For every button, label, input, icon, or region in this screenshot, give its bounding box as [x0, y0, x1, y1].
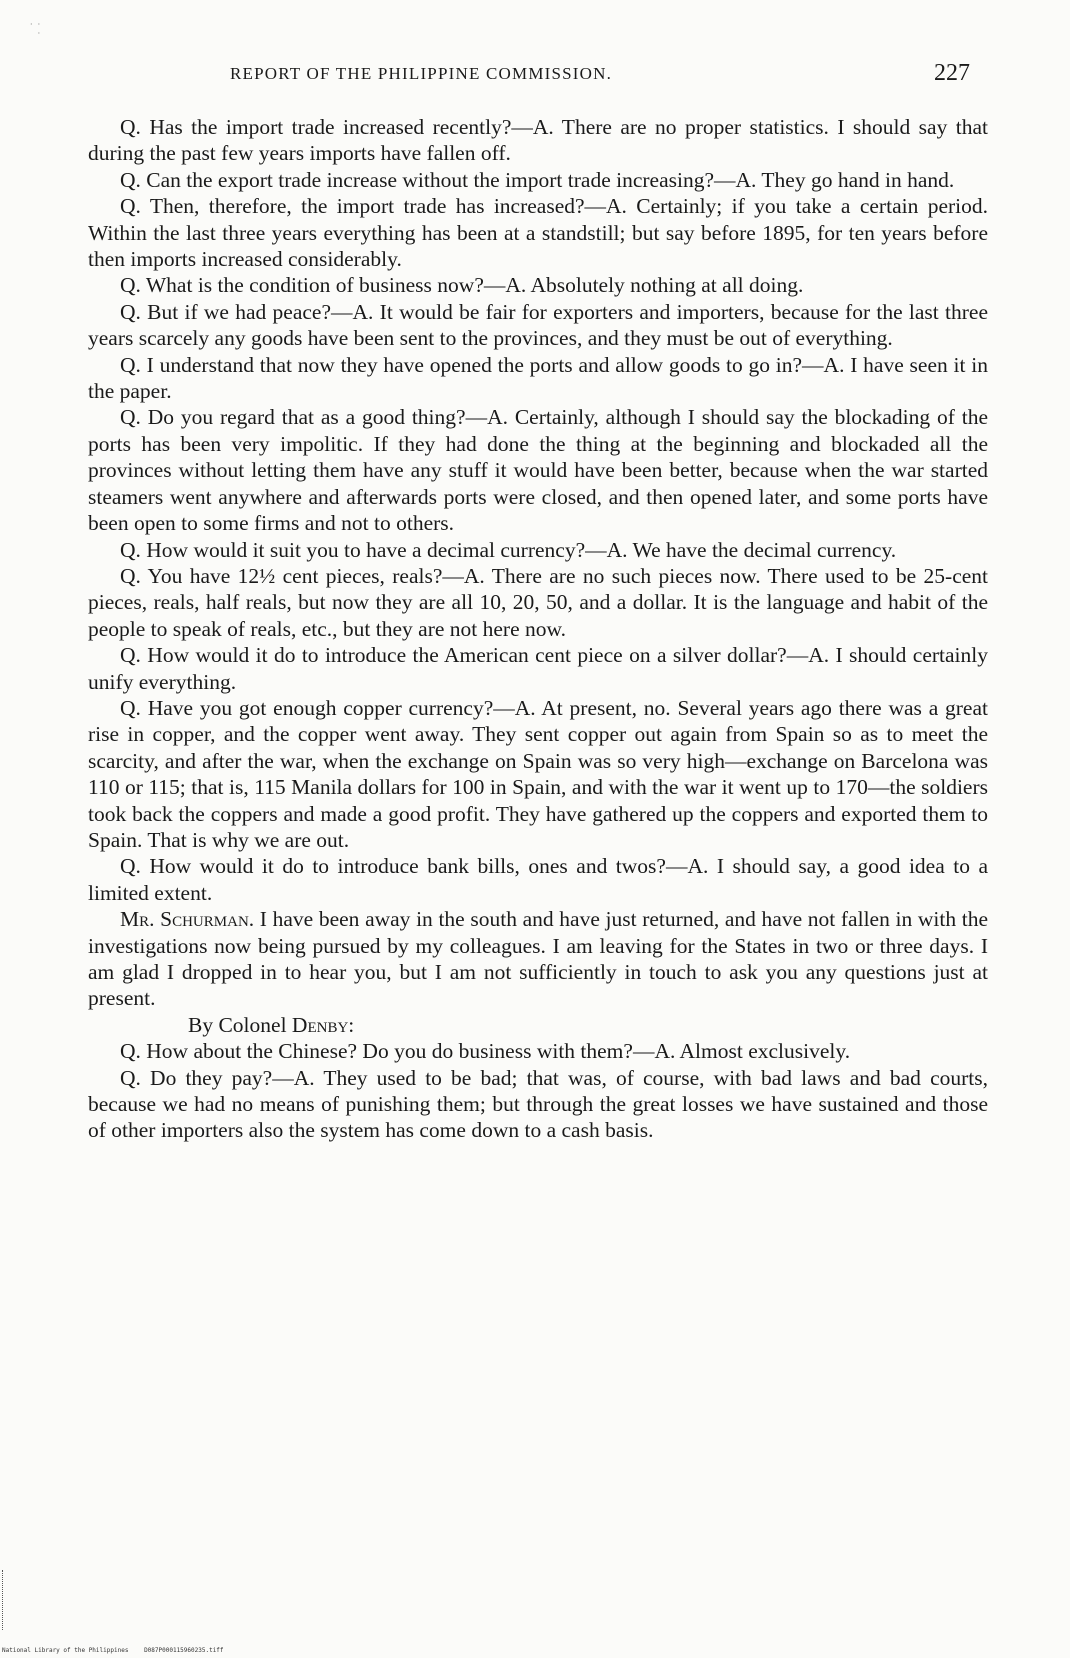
- paragraph: Q. But if we had peace?—A. It would be fair for exporters and importers, because for the last three years scarcely any goods have been sent to the provinces, and they must be out of everything.: [88, 299, 988, 351]
- paragraph: Q. Can the export trade increase without the import trade increasing?—A. They go hand in hand.: [120, 167, 955, 192]
- paragraph: Q. Then, therefore, the import trade has increased?—A. Certainly; if you take a certain period. Within the last three years everything has been at a standstill; but say before 1895, for ten years before then imports increased considerably.: [88, 194, 988, 272]
- paragraph: Q. Do they pay?—A. They used to be bad; that was, of course, with bad laws and bad courts, because we had no means of punishing them; but through the great losses we have sustained and those of other importers also the system has come down to a cash basis.: [88, 1065, 988, 1143]
- speaker-name: Mr. Schurman.: [120, 907, 255, 932]
- paragraph: Q. You have 12½ cent pieces, reals?—A. There are no such pieces now. There used to be 25-cent pieces, reals, half reals, but now they are all 10, 20, 50, and a dollar. It is the language and habit of the people to speak of reals, etc., but they are not here now.: [88, 563, 988, 641]
- paragraph: Q. Has the import trade increased recently?—A. There are no proper statistics. I should say that during the past few years imports have fallen off.: [88, 115, 988, 166]
- byline-name: Denby: [291, 1012, 349, 1037]
- scan-specks: · · ·: [30, 20, 41, 38]
- paragraph: Q. How about the Chinese? Do you do business with them?—A. Almost exclusively.: [120, 1039, 851, 1064]
- paragraph: Q. Do you regard that as a good thing?—A. Certainly, although I should say the blockading of the ports has been very impolitic. If they had done the thing at the beginning and blockaded all the provinces without letting them have any stuff it would have been better, because when the war started steamers went anywhere and afterwards ports were closed, and then opened later, and some ports have been open to some firms and not to others.: [88, 405, 988, 536]
- scan-edge-mark: [2, 1570, 5, 1630]
- paragraph: Q. How would it suit you to have a decimal currency?—A. We have the decimal currency.: [120, 537, 897, 562]
- running-title: REPORT OF THE PHILIPPINE COMMISSION.: [230, 64, 613, 83]
- paragraph: Q. What is the condition of business now?—A. Absolutely nothing at all doing.: [120, 273, 804, 298]
- paragraph: Q. I understand that now they have opened the ports and allow goods to go in?—A. I have seen it in the paper.: [88, 352, 988, 404]
- schurman-statement: [88, 906, 988, 1012]
- body-text: [88, 114, 988, 1144]
- paragraph: Q. How would it do to introduce bank bills, ones and twos?—A. I should say, a good idea to a limited extent.: [88, 854, 988, 905]
- running-head: [230, 60, 990, 90]
- paragraph: Q. How would it do to introduce the American cent piece on a silver dollar?—A. I should certainly unify everything.: [88, 643, 988, 694]
- footer-library: National Library of the Philippines: [2, 1647, 129, 1654]
- byline-prefix: By Colonel: [188, 1012, 292, 1037]
- footer-file-id: D087P000115960235.tiff: [144, 1647, 224, 1654]
- byline-suffix: :: [348, 1012, 355, 1037]
- paragraph: Q. Have you got enough copper currency?—A. At present, no. Several years ago there was a great rise in copper, and the copper went away. They sent copper out again from Spain so as to meet the scarcity, and after the war, when the exchange on Spain was so very high—exchange on Barcelona was 110 or 115; that is, 115 Manila dollars for 100 in Spain, and with the war it went up to 170—the soldiers took back the coppers and made a good profit. They have gathered up the coppers and exported them to Spain. That is why we are out.: [88, 695, 988, 852]
- statement-text: I have been away in the south and have just returned, and have not fallen in with the investigations now being pursued by my colleagues. I am leaving for the States in two or three days. I am glad I dropped in to hear you, but I am not sufficiently in touch to ask you any questions just at present.: [88, 907, 988, 1011]
- page-number: 227: [934, 60, 970, 86]
- scan-footer: [2, 1647, 236, 1654]
- byline: [88, 1012, 988, 1038]
